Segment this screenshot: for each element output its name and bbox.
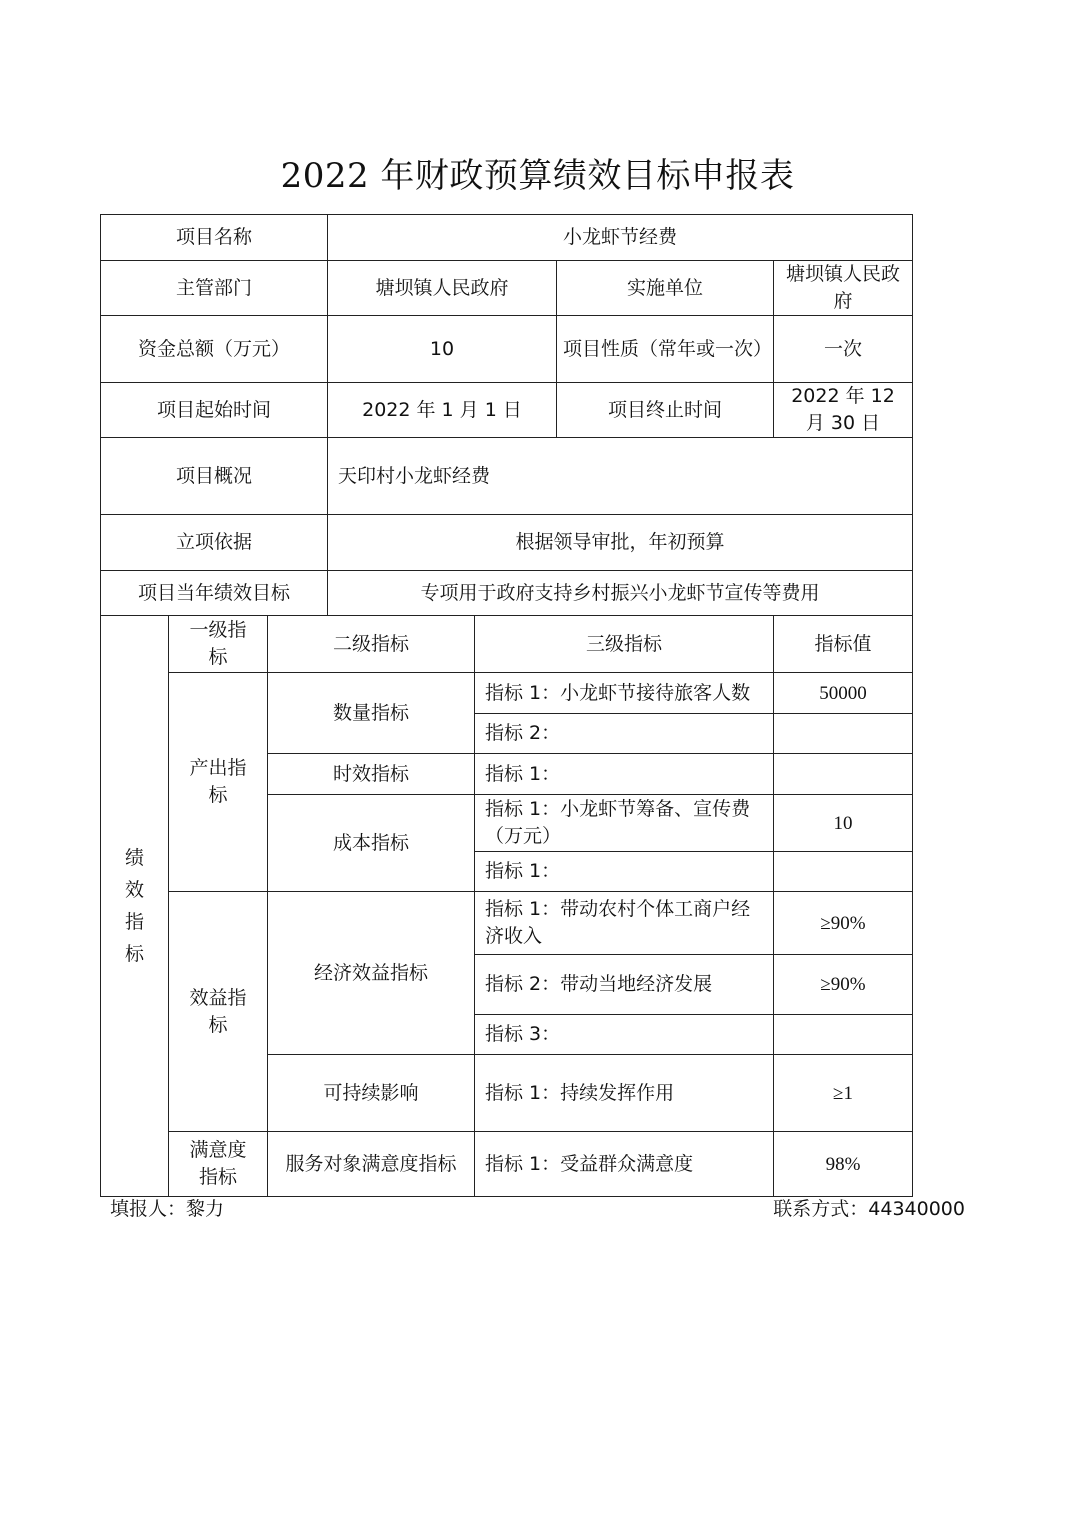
- level1-benefit: 效益指标: [169, 892, 268, 1132]
- reporter-label: 填报人：黎力: [110, 1198, 225, 1220]
- budget-form-table: [100, 214, 913, 1197]
- indicator-text: 指标 1：: [475, 754, 774, 795]
- level2-cost: 成本指标: [268, 795, 475, 892]
- header-value: 指标值: [774, 616, 913, 673]
- indicator-text: 指标 2：带动当地经济发展: [475, 955, 774, 1015]
- indicator-text: 指标 1：小龙虾节接待旅客人数: [475, 673, 774, 714]
- performance-section-label: 绩效指标: [101, 616, 169, 1197]
- page-title: 2022 年财政预算绩效目标申报表: [280, 156, 795, 196]
- goal-value: 专项用于政府支持乡村振兴小龙虾节宣传等费用: [328, 571, 913, 616]
- header-level3: 三级指标: [475, 616, 774, 673]
- overview-label: 项目概况: [101, 438, 328, 515]
- project-name-label: 项目名称: [101, 215, 328, 261]
- basis-value: 根据领导审批，年初预算: [328, 515, 913, 571]
- indicator-value: [774, 754, 913, 795]
- basis-label: 立项依据: [101, 515, 328, 571]
- nature-label: 项目性质（常年或一次）: [557, 316, 774, 383]
- level2-service: 服务对象满意度指标: [268, 1132, 475, 1197]
- dept-label: 主管部门: [101, 261, 328, 316]
- indicator-text: 指标 2：: [475, 714, 774, 754]
- contact-label: 联系方式：44340000: [773, 1198, 965, 1220]
- indicator-text: 指标 1：: [475, 852, 774, 892]
- indicator-text: 指标 1：持续发挥作用: [475, 1055, 774, 1132]
- level1-output: 产出指标: [169, 673, 268, 892]
- impl-value: 塘坝镇人民政府: [774, 261, 913, 316]
- indicator-text: 指标 1：带动农村个体工商户经济收入: [475, 892, 774, 955]
- impl-label: 实施单位: [557, 261, 774, 316]
- start-value: 2022 年 1 月 1 日: [328, 383, 557, 438]
- level2-sustain: 可持续影响: [268, 1055, 475, 1132]
- indicator-value: ≥1: [774, 1055, 913, 1132]
- indicator-value: 10: [774, 795, 913, 852]
- level2-timeliness: 时效指标: [268, 754, 475, 795]
- level2-economic: 经济效益指标: [268, 892, 475, 1055]
- indicator-text: 指标 3：: [475, 1015, 774, 1055]
- indicator-text: 指标 1：受益群众满意度: [475, 1132, 774, 1197]
- header-level1: 一级指标: [169, 616, 268, 673]
- indicator-text: 指标 1：小龙虾节筹备、宣传费（万元）: [475, 795, 774, 852]
- nature-value: 一次: [774, 316, 913, 383]
- header-level2: 二级指标: [268, 616, 475, 673]
- overview-value: 天印村小龙虾经费: [328, 438, 913, 515]
- fund-value: 10: [328, 316, 557, 383]
- start-label: 项目起始时间: [101, 383, 328, 438]
- project-name-value: 小龙虾节经费: [328, 215, 913, 261]
- goal-label: 项目当年绩效目标: [101, 571, 328, 616]
- end-value: 2022 年 12 月 30 日: [774, 383, 913, 438]
- level2-quantity: 数量指标: [268, 673, 475, 754]
- indicator-value: [774, 1015, 913, 1055]
- level1-satisfaction: 满意度指标: [169, 1132, 268, 1197]
- indicator-value: 50000: [774, 673, 913, 714]
- fund-label: 资金总额（万元）: [101, 316, 328, 383]
- dept-value: 塘坝镇人民政府: [328, 261, 557, 316]
- end-label: 项目终止时间: [557, 383, 774, 438]
- indicator-value: ≥90%: [774, 955, 913, 1015]
- indicator-value: 98%: [774, 1132, 913, 1197]
- indicator-value: [774, 714, 913, 754]
- indicator-value: ≥90%: [774, 892, 913, 955]
- indicator-value: [774, 852, 913, 892]
